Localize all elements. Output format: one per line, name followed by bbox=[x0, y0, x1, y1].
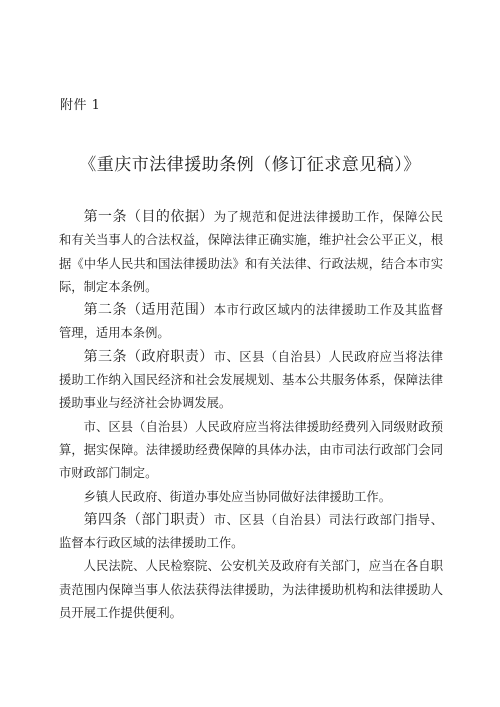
article-text: 市、区县（自治县）人民政府应当将法律援助工作纳入国民经济和社会发展规划、基本公共服务体系，保障法律援助事业与经济社会协调发展。 bbox=[59, 349, 443, 411]
article-heading: 第四条（部门职责） bbox=[83, 511, 214, 528]
article-3-paragraph-3 bbox=[59, 486, 443, 509]
document-title: 《重庆市法律援助条例（修订征求意见稿）》 bbox=[79, 155, 421, 175]
paragraph-text: 人民法院、人民检察院、公安机关及政府有关部门，应当在各自职责范围内保障当事人依法获得法律援助，为法律援助机构和法律援助人员开展工作提供便利。 bbox=[59, 559, 443, 621]
article-1-paragraph bbox=[59, 206, 443, 299]
article-heading: 第二条（适用范围） bbox=[83, 302, 214, 319]
article-4-paragraph bbox=[59, 509, 443, 556]
article-text: 为了规范和促进法律援助工作，保障公民和有关当事人的合法权益，保障法律正确实施，维护社会公平正义，根据《中华人民共和国法律援助法》和有关法律、行政法规，结合本市实际，制定本条例。 bbox=[59, 210, 443, 294]
article-heading: 第一条（目的依据） bbox=[83, 209, 214, 225]
article-text: 市、区县（自治县）司法行政部门指导、监督本行政区域的法律援助工作。 bbox=[59, 512, 443, 551]
article-3-paragraph bbox=[59, 346, 443, 416]
paragraph-text: 乡镇人民政府、街道办事处应当协同做好法律援助工作。 bbox=[83, 489, 392, 504]
paragraph-text: 市、区县（自治县）人民政府应当将法律援助经费列入同级财政预算，据实保障。法律援助经费保障的具体办法，由市司法行政部门会同市财政部门制定。 bbox=[59, 419, 443, 481]
article-heading: 第三条（政府职责） bbox=[83, 348, 214, 365]
article-text: 本市行政区域内的法律援助工作及其监督管理，适用本条例。 bbox=[59, 303, 443, 341]
attachment-label: 附件 1 bbox=[60, 98, 101, 113]
article-2-paragraph bbox=[59, 299, 443, 346]
article-4-paragraph-2 bbox=[59, 555, 443, 625]
document-body bbox=[59, 206, 443, 625]
article-3-paragraph-2 bbox=[59, 416, 443, 486]
